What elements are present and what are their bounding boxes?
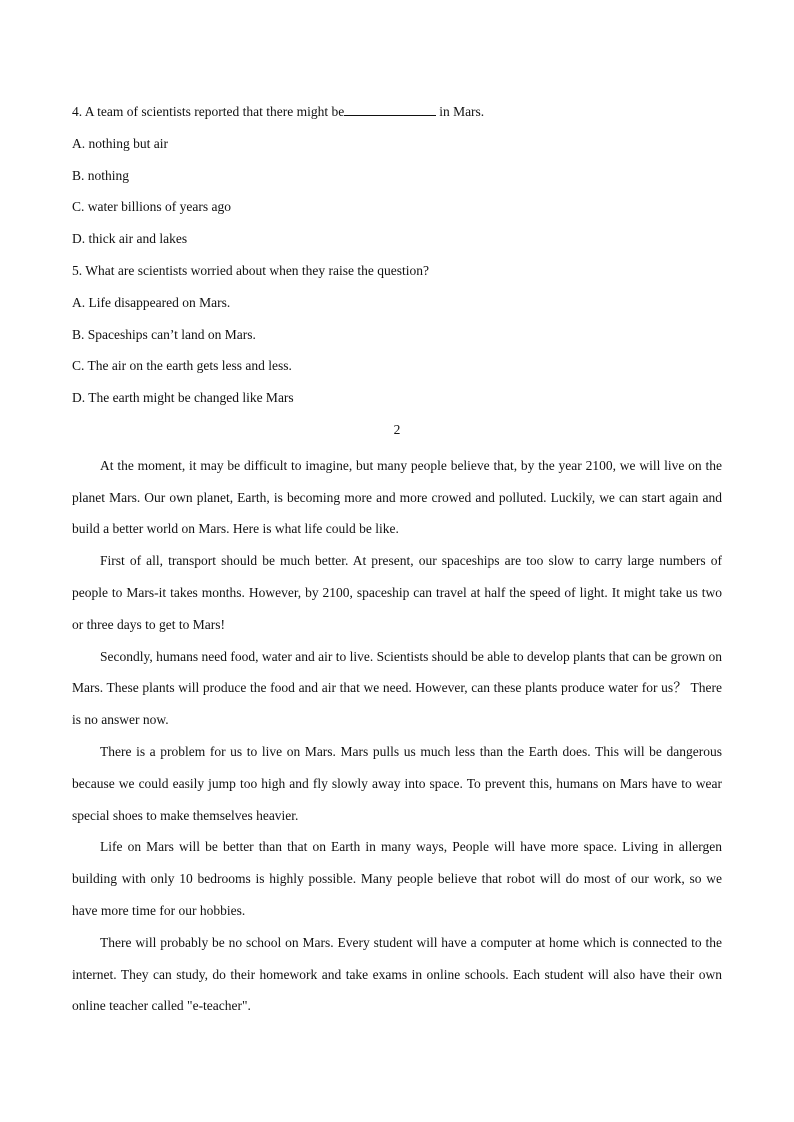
section-number: 2 [393, 421, 401, 437]
passage-paragraph-3: Secondly, humans need food, water and air to live. Scientists should be able to develop plants that can be grown on Mars. These plants will produce the food and air that we need. However, can these plants produce water for us？ There is no answer now. [72, 648, 722, 728]
question-4-option-b: B. nothing [72, 167, 130, 183]
question-5-option-c: C. The air on the earth gets less and less. [72, 358, 292, 374]
question-5-option-a: A. Life disappeared on Mars. [72, 294, 231, 310]
passage-paragraph-4: There is a problem for us to live on Mars. Mars pulls us much less than the Earth does. This will be dangerous because we could easily jump too high and fly slowly away into space. To prevent this, humans on Mars have to wear special shoes to make themselves heavier. [72, 743, 722, 823]
question-5-option-d: D. The earth might be changed like Mars [72, 390, 294, 406]
question-5-option-b: B. Spaceships can’t land on Mars. [72, 326, 256, 342]
answer-blank [344, 103, 436, 116]
question-4-stem [72, 100, 722, 132]
passage-paragraph-1: At the moment, it may be difficult to imagine, but many people believe that, by the year 2100, we will live on the planet Mars. Our own planet, Earth, is becoming more and more crowed and polluted. Luckily, we can start again and build a better world on Mars. Here is what life could be like. [72, 457, 722, 537]
question-4-option-c: C. water billions of years ago [72, 199, 231, 215]
question-5-stem: 5. What are scientists worried about when they raise the question? [72, 262, 430, 278]
question-4-option-d: D. thick air and lakes [72, 231, 188, 247]
document-page [72, 100, 722, 1022]
question-4-stem-before: 4. A team of scientists reported that there might be [72, 104, 345, 119]
passage-paragraph-2: First of all, transport should be much better. At present, our spaceships are too slow to carry large numbers of people to Mars-it takes months. However, by 2100, spaceship can travel at half the speed of light. It might take us two or three days to get to Mars! [72, 553, 722, 632]
passage-paragraph-6: There will probably be no school on Mars. Every student will have a computer at home which is connected to the internet. They can study, do their homework and take exams in online schools. Each student will also have their own online teacher called "e-teacher". [72, 934, 722, 1014]
passage-paragraph-5: Life on Mars will be better than that on Earth in many ways, People will have more space. Living in allergen building with only 10 bedrooms is highly possible. Many people believe that robot will do most of our work, so we have more time for our hobbies. [72, 839, 722, 918]
question-4-stem-after: in Mars. [439, 104, 485, 119]
question-4-option-a: A. nothing but air [72, 135, 168, 151]
